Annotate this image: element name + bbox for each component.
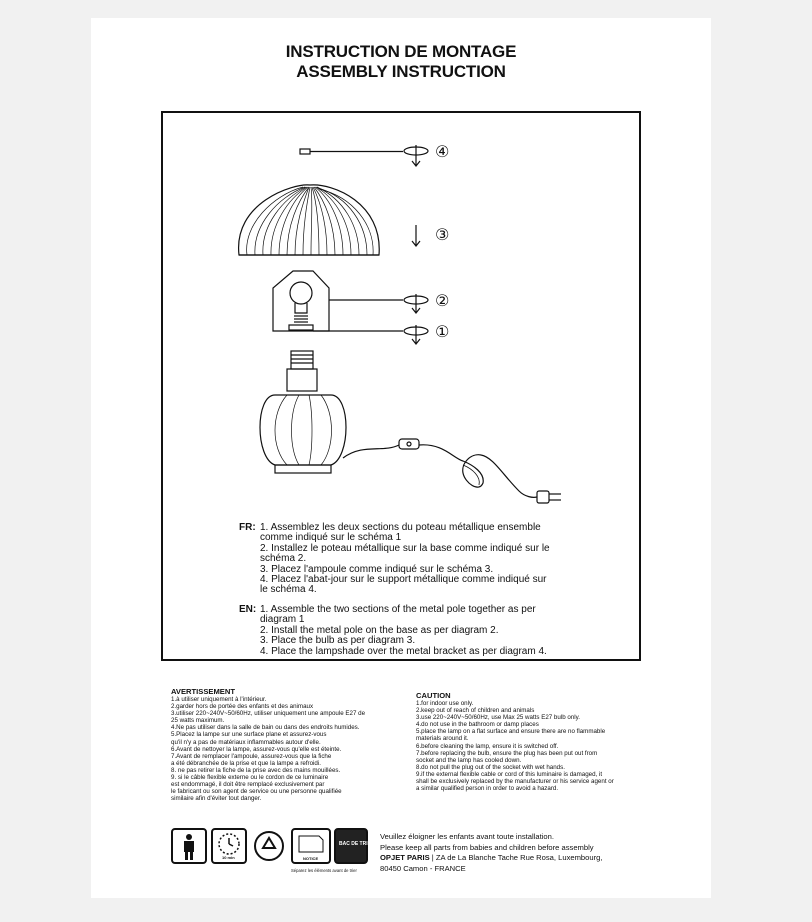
title-fr: INSTRUCTION DE MONTAGE <box>285 42 517 61</box>
warning-line: 25 watts maximum. <box>171 717 225 725</box>
warning-line: 1.à utiliser uniquement à l'intérieur. <box>171 696 267 703</box>
warning-line: le fabricant ou son agent de service ou une personne qualifiée <box>171 788 342 796</box>
instruction-line: 4. Place the lampshade over the metal bracket as per diagram 4. <box>260 645 547 657</box>
warning-line: 6.before cleaning the lamp, ensure it is switched off. <box>416 742 559 750</box>
power-cord <box>343 439 537 497</box>
step-3-label: ③ <box>435 225 450 244</box>
instruction-line: 3. Place the bulb as per diagram 3. <box>260 635 416 647</box>
base-part <box>260 395 346 473</box>
rotate-arrow-icon <box>404 145 428 166</box>
footer-line: Please keep all parts from babies and children before assembly <box>380 842 594 852</box>
instruction-sheet <box>91 18 711 898</box>
footer-line: Veuillez éloigner les enfants avant toute installation. <box>380 832 554 841</box>
warning-line: qu'il n'y a pas de matériaux inflammables autour d'elle. <box>171 738 321 746</box>
instruction-line: le schéma 4. <box>260 584 317 596</box>
recycling-bin-icon <box>334 828 368 864</box>
plug-icon <box>537 491 561 503</box>
warning-line: 8.do not pull the plug out of the socket with wet hands. <box>416 763 565 771</box>
warning-line: similaire afin d'éviter tout danger. <box>171 795 262 803</box>
instruction-line: 2. Installez le poteau métallique sur la base comme indiqué sur le <box>260 542 550 554</box>
recycle-icon <box>251 828 287 864</box>
warning-line: 1.for indoor use only. <box>416 700 474 707</box>
warning-fr <box>171 688 365 802</box>
timer-label: 10 min <box>222 855 235 860</box>
warning-line: 4.Ne pas utiliser dans la salle de bain ou dans des endroits humides. <box>171 724 360 732</box>
step-2-label: ② <box>435 291 450 310</box>
instruction-line: schéma 2. <box>260 553 307 565</box>
warning-line: est endommagé, il doit être remplacé exclusivement par <box>171 781 325 789</box>
warning-line: 5.Placez la lampe sur une surface plane et assurez-vous <box>171 731 327 739</box>
instruction-line: 4. Placez l'abat-jour sur le support métallique comme indiqué sur <box>260 574 547 586</box>
warning-line: 5.place the lamp on a flat surface and ensure there are no flammable <box>416 728 606 736</box>
person-icon <box>171 828 207 864</box>
warning-line: 9.if the external flexible cable or cord of this luminaire is damaged, it <box>416 770 603 778</box>
rotate-arrow-icon <box>404 294 428 313</box>
warning-heading-en: CAUTION <box>416 691 451 700</box>
address-line: | ZA de La Blanche Tache Rue Rosa, Luxembourg, <box>429 853 603 862</box>
warning-line: 8. ne pas retirer la fiche de la prise avec des mains mouillées. <box>171 766 341 774</box>
instruction-line: 1. Assemblez les deux sections du poteau métallique ensemble <box>260 522 541 533</box>
socket-part <box>287 351 317 391</box>
warning-line: socket and the lamp has cooled down. <box>416 756 522 764</box>
assembly-diagram <box>163 113 643 513</box>
assembly-frame <box>161 111 641 661</box>
brand-name: OPJET PARIS <box>380 853 430 862</box>
instruction-line: 3. Placez l'ampoule comme indiqué sur le schéma 3. <box>260 563 494 575</box>
warning-line: 3.use 220~240V~50/60Hz, use Max 25 watts E27 bulb only. <box>416 714 580 722</box>
instruction-line: diagram 1 <box>260 614 305 626</box>
bracket-bulb-part <box>273 271 329 331</box>
warning-heading-fr: AVERTISSEMENT <box>171 687 235 696</box>
lang-tag-en: EN: <box>239 604 257 615</box>
warning-line: materials around it. <box>416 735 469 743</box>
rotate-arrow-icon <box>404 325 428 344</box>
warning-en <box>416 692 614 792</box>
notice-icon <box>291 828 331 864</box>
lang-tag-fr: FR: <box>239 522 256 533</box>
instruction-line: 2. Install the metal pole on the base as per diagram 2. <box>260 624 499 636</box>
instruction-line: 1. Assemble the two sections of the metal pole together as per <box>260 604 536 615</box>
warning-line: 4.do not use in the bathroom or damp places <box>416 721 539 729</box>
down-arrow-icon <box>412 225 420 246</box>
address-line: 80450 Camon - FRANCE <box>380 863 466 873</box>
step-1-label: ① <box>435 322 450 341</box>
warning-line: 9. si le câble flexible externe ou le cordon de ce luminaire <box>171 774 329 782</box>
sort-caption: Séparez les éléments avant de trier <box>291 868 357 873</box>
warning-line: a similar qualified person in order to avoid a hazard. <box>416 785 559 793</box>
warning-line: a été débranchée de la prise et que la lampe a refroidi. <box>171 759 321 767</box>
footer <box>380 832 602 874</box>
step-4-label: ④ <box>435 142 450 161</box>
lampshade-part <box>239 185 380 255</box>
notice-label: NOTICE <box>303 856 319 861</box>
safety-icons <box>171 828 371 888</box>
warning-line: 2.garder hors de portée des enfants et des animaux <box>171 703 314 711</box>
warning-line: 6.Avant de nettoyer la lampe, assurez-vous qu'elle est éteinte. <box>171 745 342 753</box>
warning-line: 7.before replacing the bulb, ensure the plug has been put out from <box>416 749 598 757</box>
title-en: ASSEMBLY INSTRUCTION <box>296 62 506 81</box>
warning-line: 7.Avant de remplacer l'ampoule, assurez-vous que la fiche <box>171 752 332 760</box>
timer-icon <box>211 828 247 864</box>
bin-label: BAC DE TRI <box>339 841 368 847</box>
warning-line: shall be exclusively replaced by the manufacturer or his service agent or <box>416 778 614 786</box>
warning-line: 2.keep out of reach of children and animals <box>416 707 535 715</box>
warning-line: 3.utiliser 220~240V~50/60Hz, utiliser uniquement une ampoule E27 de <box>171 710 366 718</box>
instruction-line: comme indiqué sur le schéma 1 <box>260 532 402 544</box>
finial-part <box>300 149 403 154</box>
